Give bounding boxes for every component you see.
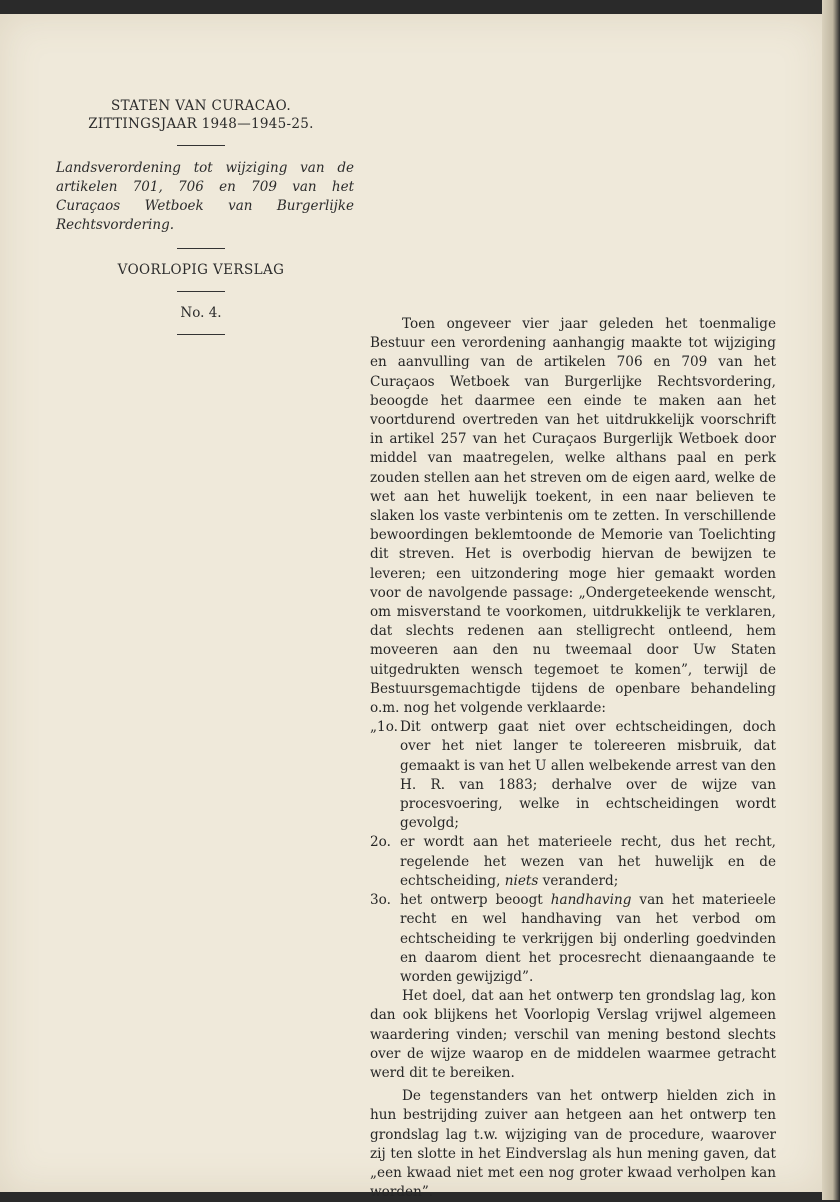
report-type: VOORLOPIG VERSLAG: [117, 262, 285, 278]
document-header-column: [48, 84, 354, 348]
divider: [177, 334, 225, 335]
item-text: [400, 833, 776, 891]
item-text-part: veranderd;: [538, 872, 619, 889]
emphasized-word: niets: [504, 872, 539, 889]
item-text-part: er wordt aan het materieele recht, dus het recht, regelende het wezen van het huwelijk en de echtscheiding,: [400, 834, 776, 889]
item-number: 2o.: [370, 834, 391, 851]
institution-heading: STATEN VAN CURACAO.: [110, 98, 292, 114]
divider: [177, 145, 225, 146]
numbered-item-1: [370, 718, 776, 833]
numbered-item-2: [370, 833, 776, 891]
item-number: „1o.: [370, 719, 398, 736]
document-page: [0, 14, 824, 1201]
item-text: Dit ontwerp gaat niet over echtscheidingen, doch over het niet langer te tolereeren misbruik, dat gemaakt is van het U allen welbekende arrest van den H. R. van 1883; derhalve over de wijze van procesvoering, welke in echtscheidingen wordt gevolgd;: [400, 719, 776, 832]
session-year-heading: ZITTINGSJAAR 1948—1945-25.: [88, 116, 314, 132]
report-number: No. 4.: [180, 305, 222, 321]
divider: [177, 248, 225, 249]
item-number: 3o.: [370, 892, 391, 909]
divider: [177, 291, 225, 292]
item-text-part: van het materieele recht en wel handhaving van het verbod om echtscheiding te verkrijgen bij onderling goedvinden en daarom dient het procesrecht dienaangaande te worden gewijzigd”.: [400, 892, 776, 985]
numbered-item-3: [370, 891, 776, 987]
item-text: [400, 891, 776, 987]
page-edge-shadow: [822, 0, 840, 1200]
report-body: [370, 315, 776, 1202]
ordinance-title: Landsverordening tot wijziging van de artikelen 701, 706 en 709 van het Curaçaos Wetboek van Burgerlijke Rechtsvordering.: [56, 160, 354, 233]
item-text-part: het ontwerp beoogt: [400, 892, 551, 909]
body-paragraph-1: Toen ongeveer vier jaar geleden het toenmalige Bestuur een verordening aanhangig maakte tot wijziging en aanvulling van de artikelen 706 en 709 van het Curaçaos Wetboek van Burgerlijke Rechtsvordering, beoogde het daarmee een einde te maken aan het voortdurend overtreden van het uitdrukkelijk voorschrift in artikel 257 van het Curaçaos Burgerlijk Wetboek door middel van maatregelen, welke althans paal en perk zouden stellen aan het streven om de eigen aard, welke de wet aan het huwelijk toekent, in een naar believen te slaken los vaste verbintenis om te zetten. In verschillende bewoordingen beklemtoonde de Memorie van Toelichting dit streven. Het is overbodig hiervan de bewijzen te leveren; een uitzondering moge hier gemaakt worden voor de navolgende passage: „Ondergeteekende wenscht, om misverstand te voorkomen, uitdrukkelijk te verklaren, dat slechts redenen aan stelligrecht ontleend, hem moveeren aan den nu tweemaal door Uw Staten uitgedrukten wensch tegemoet te komen”, terwijl de Bestuursgemachtigde tijdens de openbare behandeling o.m. nog het volgende verklaarde:: [370, 316, 776, 717]
body-paragraph-3: De tegenstanders van het ontwerp hielden zich in hun bestrijding zuiver aan hetgeen aan het ontwerp ten grondslag lag t.w. wijziging van de procedure, waarover zij ten slotte in het Eindverslag als hun mening gaven, dat „een kwaad niet met een nog groter kwaad verholpen kan worden”.: [370, 1088, 776, 1201]
body-paragraph-2: Het doel, dat aan het ontwerp ten grondslag lag, kon dan ook blijkens het Voorlopig Verslag vrijwel algemeen waardering vinden; verschil van mening bestond slechts over de wijze waarop en de middelen waarmee getracht werd dit te bereiken.: [370, 988, 776, 1081]
emphasized-word: handhaving: [550, 892, 632, 909]
